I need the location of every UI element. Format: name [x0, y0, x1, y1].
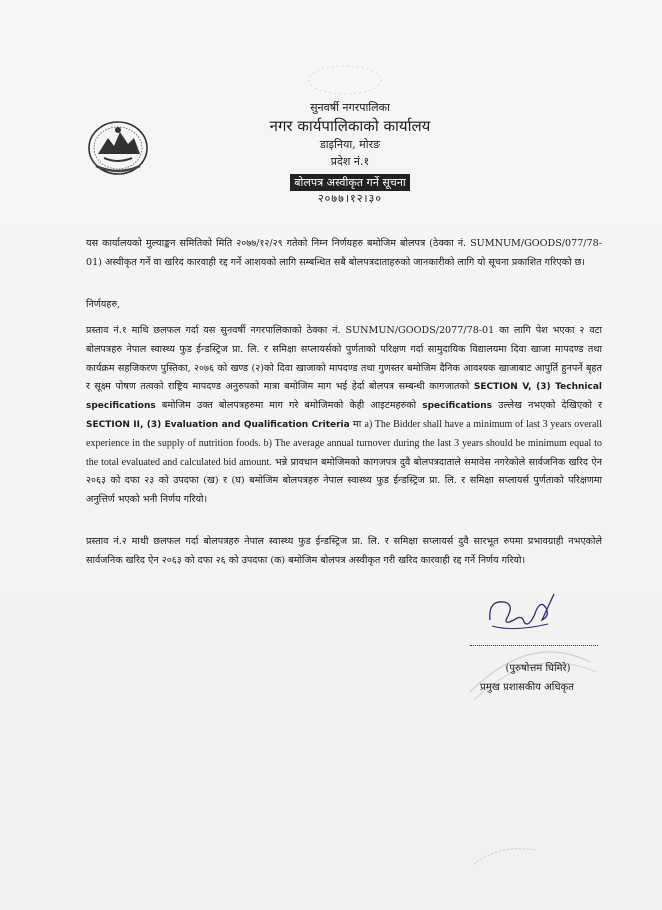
decision-1-text-g: मा	[352, 418, 362, 430]
province-name: प्रदेश नं.१	[330, 155, 370, 168]
decision-1-text-a: प्रस्ताव नं.१ माथि छलफल गर्दा यस सुनवर्षी नगरपालिकाको ठेक्का नं. SUNMUN/GOODS/2077/78-01 का लागि पेश भएका २ वटा बोलपत्रहरु नेपाल स्वास्थ्य फुड ईन्डस्ट्रिज प्रा. लि. र समिक्षा सप्लायर्सको पुर्णताको परिक्षण गर्दा सामुदायिक विद्यालयमा दिवा खाजा मापदण्ड तथा कार्यक्रम सहजिकरण पुस्तिका, २०७६ को खण्ड (२)को दिवा खाजाको मापदण्ड तथा गुणस्तर बमोजिम दैनिक आवश्यक खाजाबाट आपुर्ति हुनपर्ने बृहत र सूक्ष्म पोषण तत्वको राष्ट्रिय मापदण्ड अनुरुपको मात्रा बमोजिम माग भई हेर्दा बोलपत्र सम्बन्धी कागजातको	[86, 325, 602, 393]
decision-1-text-i: भन्ने प्रावधान बमोजिमको कागजपत्र दुवै बोलपत्रदाताले समावेस नगरेकोले सार्वजनिक खरिद ऐन २०६३ को दफा २३ को उपदफा (ख) र (घ) बमोजिम बोलपत्रहरु नेपाल स्वास्थ्य फुड ईन्डस्ट्रिज प्रा. लि. र समिक्षा सप्लायर्स पुर्णताको परिक्षणमा अनुत्तिर्ण भएको भनी निर्णय गरियो।	[86, 456, 602, 506]
decision-1-section-ii: SECTION II, (3) Evaluation and Qualification Criteria	[86, 419, 350, 430]
faint-mark-bottom	[470, 838, 540, 868]
decision-1-specifications: specifications	[422, 401, 492, 412]
decision-1-section-v: SECTION V, (3) Technical specifications	[86, 382, 602, 412]
decision-1-paragraph	[86, 322, 602, 510]
signatory-name: (पुरुषोत्तम घिमिरे)	[505, 663, 571, 674]
decision-1-text-e: उल्लेख नभएको देखिएको र	[498, 400, 602, 412]
decision-1-criteria-english: a) The Bidder shall have a minimum of last 3 years overall experience in the supply of nutrition foods. b) The average annual turnover during the last 3 years should be minimum equal to the total evaluated and calculated bid amount.	[86, 418, 602, 468]
nepal-emblem-icon	[86, 118, 150, 178]
notice-title: बोलपत्र अस्वीकृत गर्ने सूचना	[290, 174, 409, 191]
decision-1-text-c: बमोजिम उक्त बोलपत्रहरुमा माग गरे बमोजिमको केही आइटमहरुको	[161, 400, 417, 412]
signature-line	[470, 645, 598, 646]
decision-2-paragraph: प्रस्ताव नं.२ माथी छलफल गर्दा बोलपत्रहरु नेपाल स्वास्थ्य फुड ईन्डस्ट्रिज प्रा. लि. र समिक्षा सप्लायर्स दुवै सारभूत रुपमा प्रभावग्राही नभएकोले सार्वजनिक खरिद ऐन २०६३ को दफा २६ को उपदफा (क) बमोजिम बोलपत्र अस्वीकृत गरी खरिद कारवाही रद्द गर्ने निर्णय गरियो।	[86, 536, 602, 566]
notice-date: २०७७।१२।३०	[317, 192, 383, 205]
signature-mark	[484, 586, 558, 636]
decisions-heading: निर्णयहरु,	[86, 299, 121, 310]
office-address: डाइनिया, मोरङ	[319, 138, 381, 151]
signatory-title: प्रमुख प्रशासकीय अधिकृत	[480, 682, 574, 693]
office-name: नगर कार्यपालिकाको कार्यालय	[269, 117, 431, 135]
municipality-name: सुनवर्षी नगरपालिका	[310, 101, 390, 114]
intro-paragraph: यस कार्यालयको मुल्याङ्कन समितिको मिति २०७७/१२/२९ गतेको निम्न निर्णयहरु बमोजिम बोलपत्र (ठेक्का नं. SUMNUM/GOODS/077/78-01) अस्वीकृत गर्ने वा खरिद कारवाही रद्द गर्ने आशयको लागि सम्बन्धित सबै बोलपत्रदाताहरुको जानकारीको लागि यो सूचना प्रकाशित गरिएको छ।	[86, 238, 602, 268]
faint-stamp-top	[300, 60, 390, 100]
